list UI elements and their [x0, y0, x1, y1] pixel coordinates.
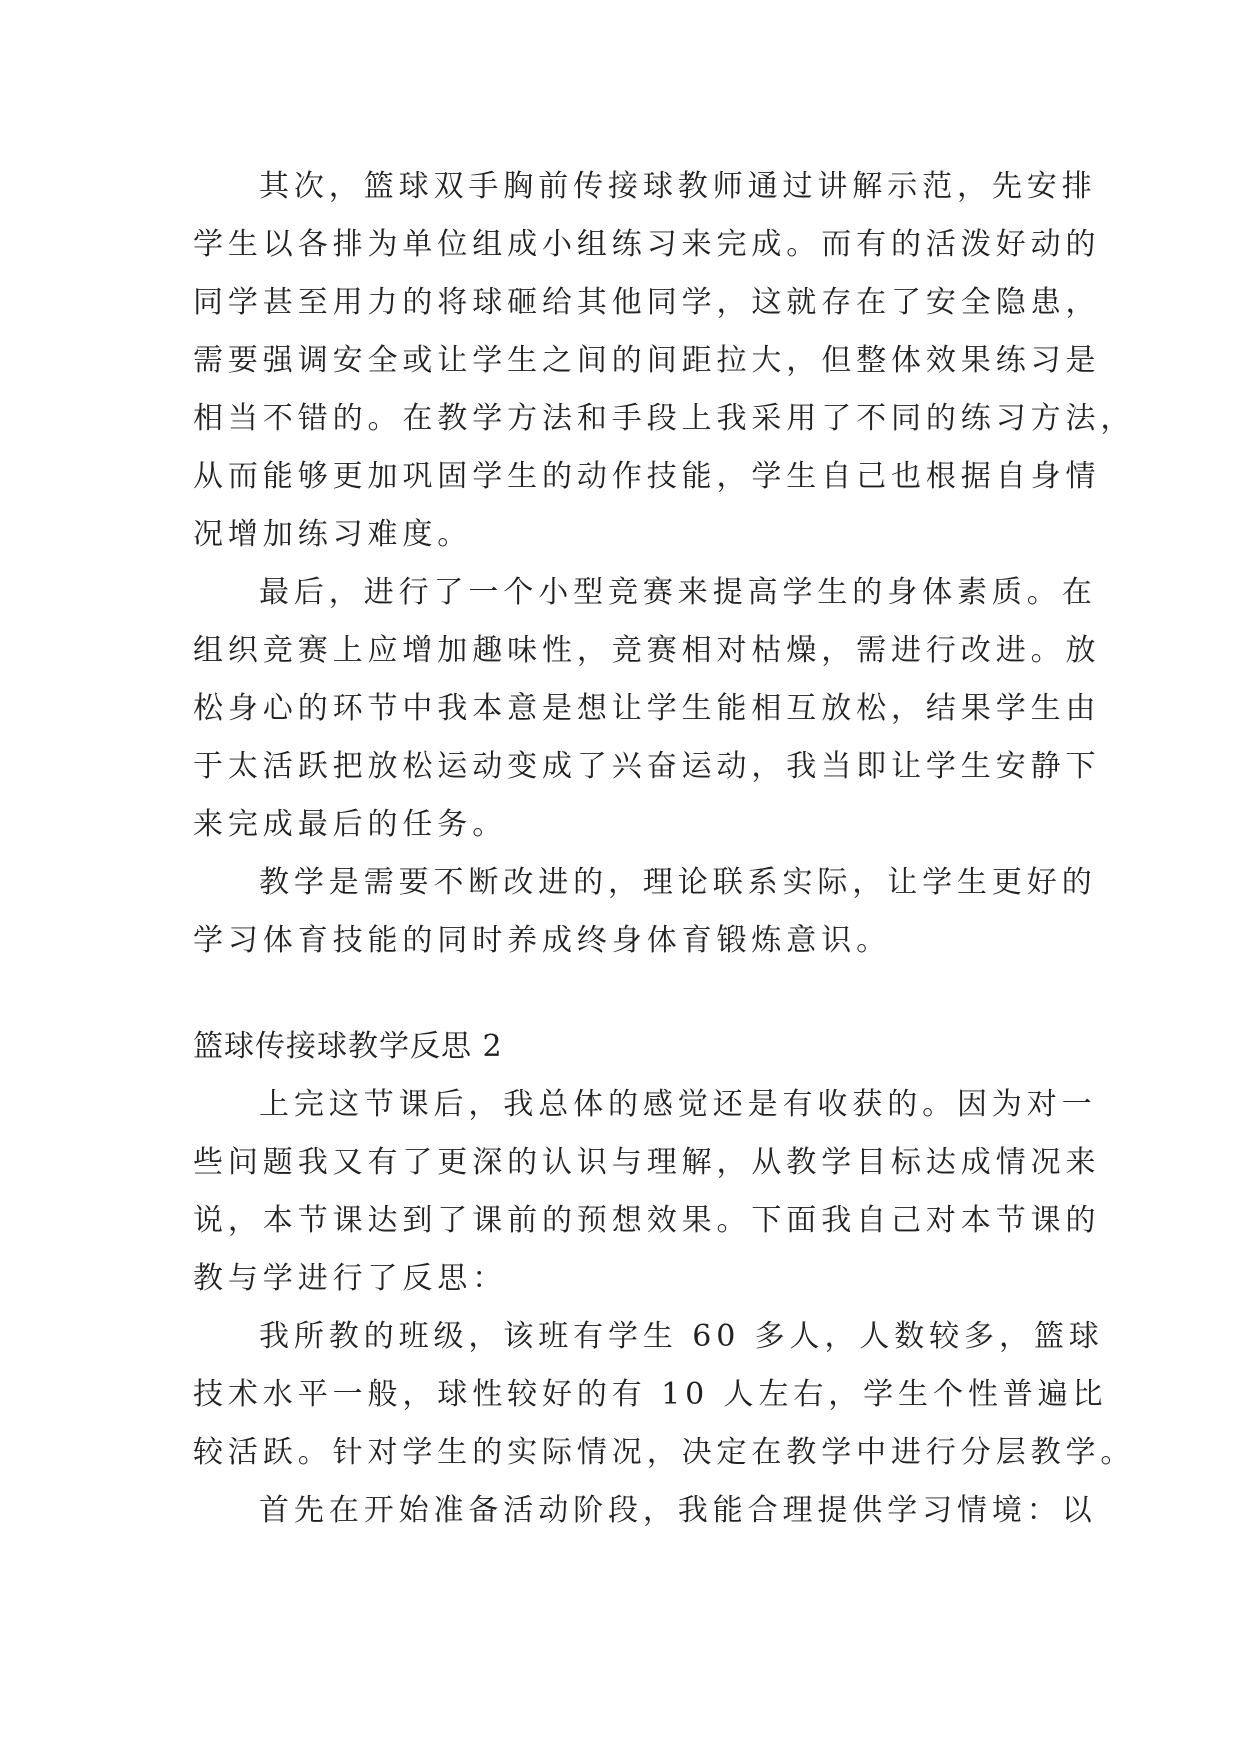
- text-line: 学生以各排为单位组成小组练习来完成。而有的活泼好动的: [193, 227, 1101, 262]
- text-line: 学习体育技能的同时养成终身体育锻炼意识。: [193, 923, 891, 958]
- paragraph-3: [193, 854, 1097, 970]
- text-line: 从而能够更加巩固学生的动作技能，学生自己也根据自身情: [193, 459, 1101, 494]
- text-line: 于太活跃把放松运动变成了兴奋运动，我当即让学生安静下: [193, 749, 1101, 784]
- text-line: 松身心的环节中我本意是想让学生能相互放松，结果学生由: [193, 691, 1101, 726]
- text-line: 些问题我又有了更深的认识与理解，从教学目标达成情况来: [193, 1145, 1101, 1180]
- paragraph-1: [193, 158, 1136, 564]
- text-line: 说，本节课达到了课前的预想效果。下面我自己对本节课的: [193, 1203, 1101, 1238]
- text-line: 较活跃。针对学生的实际情况，决定在教学中进行分层教学。: [193, 1435, 1136, 1470]
- text-line: 同学甚至用力的将球砸给其他同学，这就存在了安全隐患，: [193, 285, 1101, 320]
- text-line: 我所教的班级，该班有学生 60 多人，人数较多，篮球: [259, 1319, 1104, 1354]
- text-line: 需要强调安全或让学生之间的间距拉大，但整体效果练习是: [193, 343, 1101, 378]
- text-line: 组织竞赛上应增加趣味性，竞赛相对枯燥，需进行改进。放: [193, 633, 1101, 668]
- document-body: [193, 158, 1136, 1540]
- text-line: 况增加练习难度。: [193, 517, 473, 552]
- section-gap: [193, 970, 1063, 1018]
- paragraph-2: [193, 564, 1101, 854]
- text-line: 教与学进行了反思：: [193, 1261, 508, 1296]
- text-line: 上完这节课后，我总体的感觉还是有收获的。因为对一: [259, 1087, 1097, 1122]
- paragraph-6: [193, 1482, 1097, 1540]
- text-line: 技术水平一般，球性较好的有 10 人左右，学生个性普遍比: [193, 1377, 1108, 1412]
- text-line: 来完成最后的任务。: [193, 807, 508, 842]
- text-line: 教学是需要不断改进的，理论联系实际，让学生更好的: [259, 865, 1097, 900]
- text-line: 其次，篮球双手胸前传接球教师通过讲解示范，先安排: [259, 169, 1097, 204]
- text-line: 相当不错的。在教学方法和手段上我采用了不同的练习方法，: [193, 401, 1136, 436]
- paragraph-5: [193, 1308, 1136, 1482]
- paragraph-4: [193, 1076, 1101, 1308]
- text-line: 首先在开始准备活动阶段，我能合理提供学习情境：以: [259, 1493, 1097, 1528]
- section-heading: 篮球传接球教学反思 2: [193, 1029, 503, 1064]
- text-line: 最后，进行了一个小型竞赛来提高学生的身体素质。在: [259, 575, 1097, 610]
